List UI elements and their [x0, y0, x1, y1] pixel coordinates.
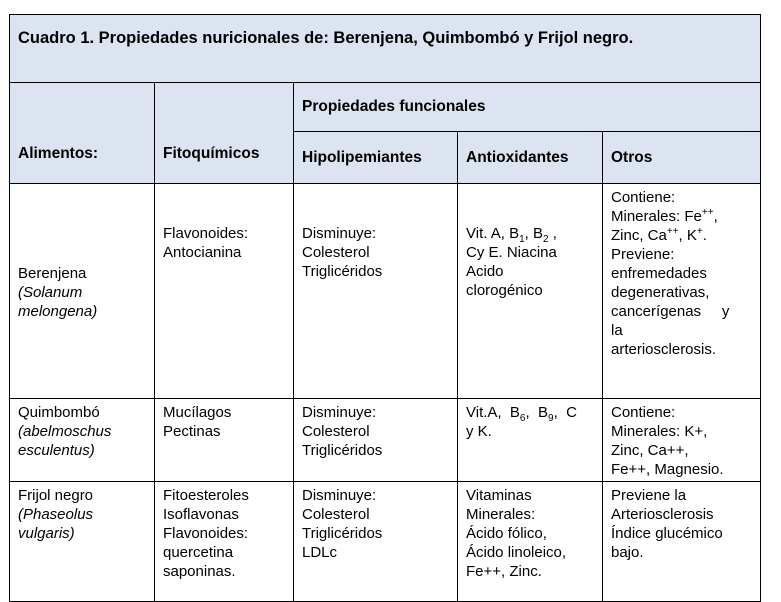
cell-text: saponinas.	[163, 563, 236, 580]
cell-text: Minerales: Fe++,	[611, 207, 718, 225]
cell-text: Arteriosclerosis	[611, 506, 714, 523]
cell-text: Fitoesteroles	[163, 487, 249, 504]
cell-text: Colesterol	[302, 506, 370, 523]
cell-text: la	[611, 322, 623, 339]
header-antioxidantes: Antioxidantes	[458, 132, 603, 184]
cell-text: cancerígenas y	[611, 303, 730, 320]
cell-hipolipemiantes	[294, 482, 458, 602]
scientific-name: (Phaseolus	[18, 506, 94, 523]
cell-text: Previene:	[611, 246, 675, 263]
cell-text: Fe++, Zinc.	[466, 563, 542, 580]
table-row	[10, 184, 761, 399]
cell-text: Minerales: K+,	[611, 423, 708, 440]
cell-text: enfremedades	[611, 265, 707, 282]
cell-text: clorogénico	[466, 282, 543, 299]
cell-text: Colesterol	[302, 244, 370, 261]
scientific-name: esculentus)	[18, 442, 95, 459]
cell-text: Zinc, Ca++, K+.	[611, 226, 707, 244]
cell-fitoquimicos	[155, 399, 294, 482]
cell-antioxidantes	[458, 482, 603, 602]
header-fitoquimicos: Fitoquímicos	[155, 83, 294, 184]
food-name: Berenjena	[18, 264, 87, 282]
cell-text: Vitaminas	[466, 487, 532, 504]
cell-text: Cy E. Niacina	[466, 244, 557, 261]
cell-text: Antocianina	[163, 244, 242, 261]
cell-hipolipemiantes	[294, 184, 458, 399]
cell-alimento	[10, 482, 155, 602]
header-row-1	[10, 83, 761, 132]
cell-text: Disminuye:	[302, 404, 377, 421]
cell-fitoquimicos	[155, 482, 294, 602]
cell-text: Acido	[466, 263, 504, 280]
header-hipolipemiantes: Hipolipemiantes	[294, 132, 458, 184]
cell-alimento	[10, 399, 155, 482]
cell-alimento	[10, 184, 155, 399]
cell-text: Vit. A, $B_1$, $B_2$ ,	[466, 225, 557, 245]
cell-fitoquimicos	[155, 184, 294, 399]
cell-text: y K.	[466, 423, 492, 440]
cell-text: Previene la	[611, 487, 687, 504]
nutrition-table	[9, 14, 761, 602]
cell-text: Triglicéridos	[302, 263, 383, 280]
cell-text: Flavonoides:	[163, 225, 249, 242]
cell-text: quercetina	[163, 544, 234, 561]
food-name: Frijol negro	[18, 487, 94, 504]
header-alimentos: Alimentos:	[10, 83, 155, 184]
cell-text: Mucílagos	[163, 404, 232, 421]
cell-text: degenerativas,	[611, 284, 710, 301]
cell-antioxidantes	[458, 399, 603, 482]
cell-hipolipemiantes	[294, 399, 458, 482]
header-propiedades-funcionales: Propiedades funcionales	[294, 83, 761, 132]
cell-antioxidantes	[458, 184, 603, 399]
table-title: Cuadro 1. Propiedades nuricionales de: Berenjena, Quimbombó y Frijol negro.	[10, 15, 761, 83]
scientific-name: vulgaris)	[18, 525, 75, 542]
cell-text: Índice glucémico	[611, 525, 723, 542]
scientific-name: (Solanum	[18, 283, 83, 301]
header-otros: Otros	[603, 132, 761, 184]
cell-text: Triglicéridos	[302, 525, 383, 542]
caption-row	[10, 15, 761, 83]
cell-text: Minerales:	[466, 506, 536, 523]
cell-text: Colesterol	[302, 423, 370, 440]
table-row	[10, 399, 761, 482]
cell-text: Ácido fólico,	[466, 525, 547, 542]
scientific-name: melongena)	[18, 302, 98, 320]
cell-text: Zinc, Ca++,	[611, 442, 689, 459]
table-row	[10, 482, 761, 602]
cell-text: Pectinas	[163, 423, 221, 440]
cell-text: LDLc	[302, 544, 338, 561]
cell-text: arteriosclerosis.	[611, 341, 717, 358]
cell-text: Vit.A, $B_6$, $B_9$, C	[466, 404, 577, 424]
cell-text: Flavonoides:	[163, 525, 249, 542]
cell-text: Ácido linoleico,	[466, 544, 567, 561]
cell-otros	[603, 399, 761, 482]
cell-text: Isoflavonas	[163, 506, 239, 523]
cell-text: Disminuye:	[302, 487, 377, 504]
cell-text: Contiene:	[611, 404, 676, 421]
cell-text: Triglicéridos	[302, 442, 383, 459]
cell-text: bajo.	[611, 544, 644, 561]
cell-otros	[603, 482, 761, 602]
cell-otros	[603, 184, 761, 399]
scientific-name: (abelmoschus	[18, 423, 112, 440]
cell-text: Disminuye:	[302, 225, 377, 242]
cell-text: Contiene:	[611, 189, 676, 206]
food-name: Quimbombó	[18, 404, 100, 421]
cell-text: Fe++, Magnesio.	[611, 461, 724, 478]
